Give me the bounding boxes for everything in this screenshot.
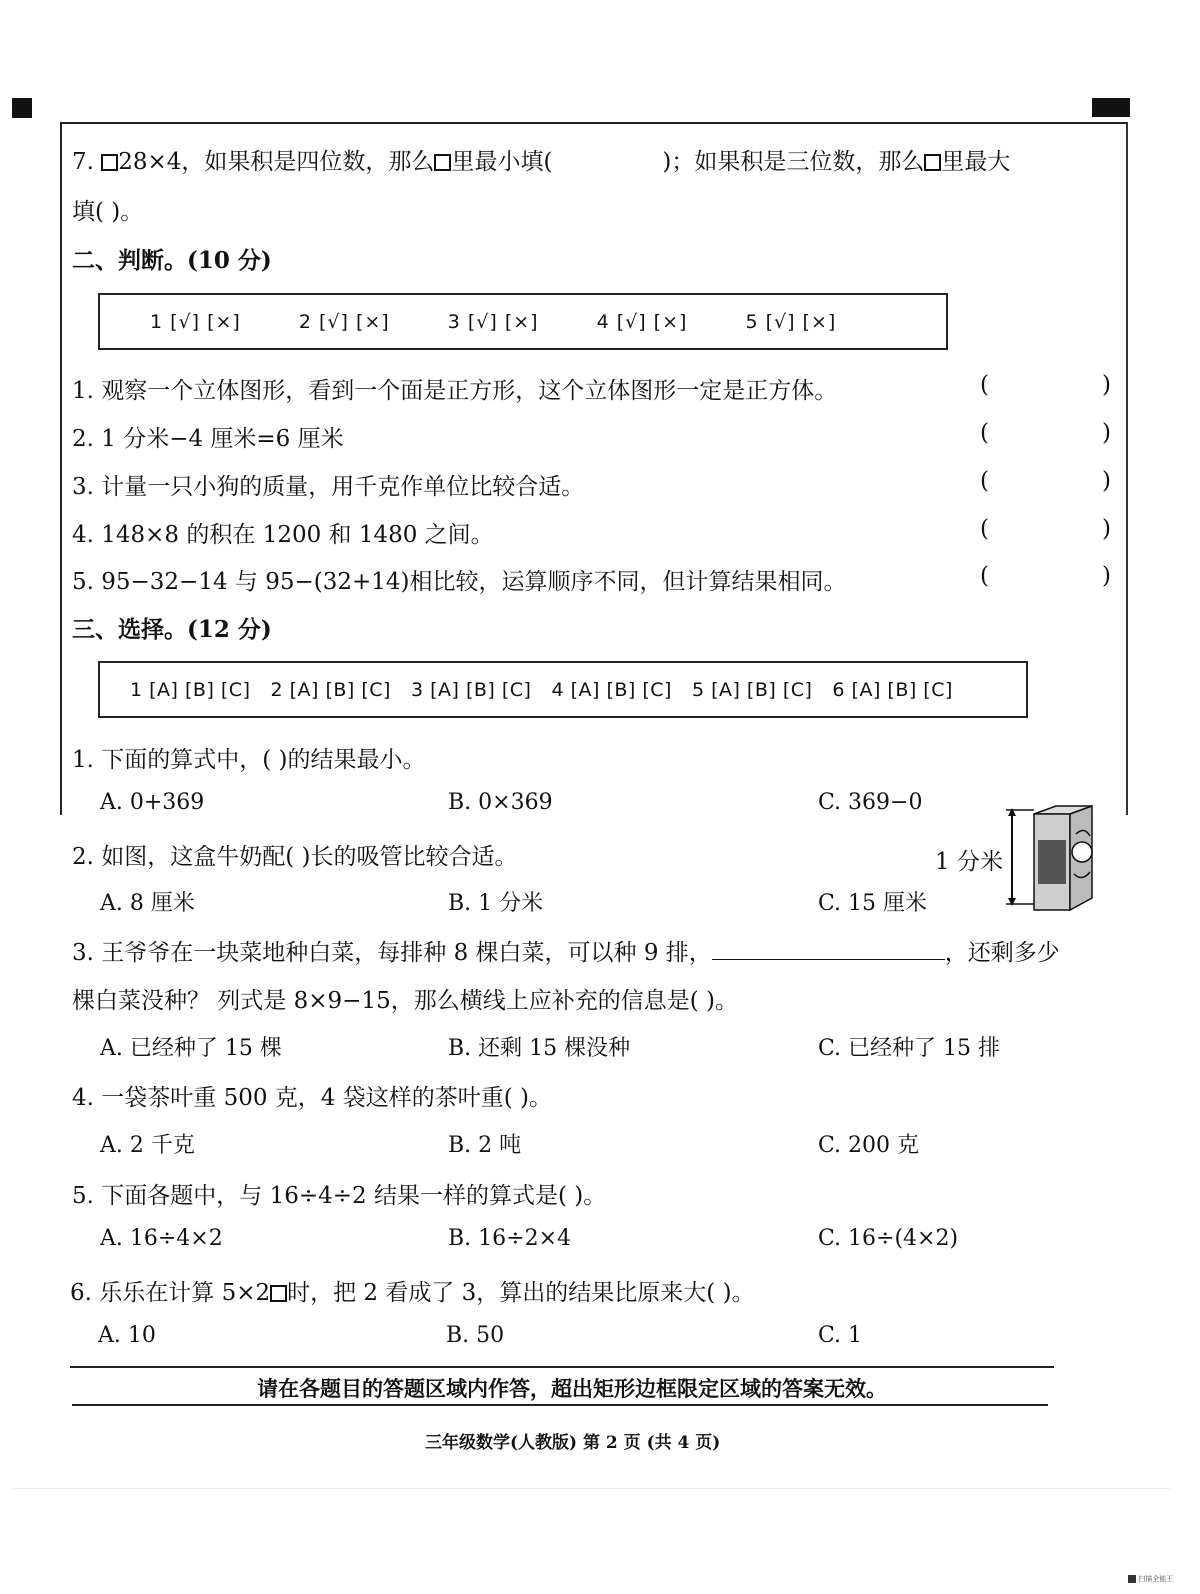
scanner-watermark: 扫描全能王 <box>1128 1574 1173 1584</box>
judge-paren-open-5: ( <box>980 563 989 589</box>
arrow-up-icon <box>1008 808 1016 816</box>
choice-q2-option-c: C. 15 厘米 <box>818 891 928 916</box>
section3-title: 三、选择。(12 分) <box>72 616 272 643</box>
footer-rule-top <box>70 1366 1054 1368</box>
judge-question-1: 1. 观察一个立体图形，看到一个面是正方形，这个立体图形一定是正方体。 <box>72 378 838 404</box>
registration-marker-right <box>1092 98 1130 117</box>
choice-q5-option-a: A. 16÷4×2 <box>100 1226 223 1251</box>
judge-answer-bubbles <box>98 293 948 350</box>
judge-paren-open-2: ( <box>980 420 989 446</box>
q7-line2: 填( )。 <box>72 199 144 225</box>
judge-question-2: 2. 1 分米−4 厘米=6 厘米 <box>72 426 344 452</box>
choice-q4-option-b: B. 2 吨 <box>448 1133 522 1158</box>
choice-q6-option-a: A. 10 <box>98 1323 156 1348</box>
choice-q4-option-c: C. 200 克 <box>818 1133 920 1158</box>
choice-q3-option-a: A. 已经种了 15 棵 <box>100 1036 282 1061</box>
judge-paren-open-4: ( <box>980 516 989 542</box>
choice-bubble-1[interactable]: 1 [A] [B] [C] <box>130 678 251 701</box>
blank-square-icon <box>924 154 941 171</box>
choice-q1-option-b: B. 0×369 <box>448 790 553 815</box>
judge-bubble-1[interactable]: 1 [√] [×] <box>150 310 241 333</box>
choice-q3-option-b: B. 还剩 15 棵没种 <box>448 1036 631 1061</box>
choice-q6-stem: 6. 乐乐在计算 5×2 时，把 2 看成了 3，算出的结果比原来大( )。 <box>70 1280 755 1306</box>
choice-q2-stem: 2. 如图，这盒牛奶配( )长的吸管比较合适。 <box>72 844 518 870</box>
choice-q1-option-a: A. 0+369 <box>100 790 205 815</box>
choice-bubble-4[interactable]: 4 [A] [B] [C] <box>551 678 672 701</box>
footer-rule-bottom <box>72 1404 1048 1406</box>
choice-bubble-3[interactable]: 3 [A] [B] [C] <box>410 678 532 701</box>
choice-q3-option-c: C. 已经种了 15 排 <box>818 1036 1001 1061</box>
fill-in-line[interactable] <box>712 958 945 960</box>
choice-q6-option-b: B. 50 <box>446 1323 505 1348</box>
blank-square-icon <box>270 1285 287 1302</box>
choice-q6-option-c: C. 1 <box>818 1323 863 1348</box>
judge-paren-close-3: ) <box>1102 468 1111 494</box>
blank-square-icon <box>101 154 118 171</box>
choice-q4-option-a: A. 2 千克 <box>100 1133 195 1158</box>
choice-bubble-6[interactable]: 6 [A] [B] [C] <box>832 678 953 701</box>
choice-q1-option-c: C. 369−0 <box>818 790 923 815</box>
judge-bubble-2[interactable]: 2 [√] [×] <box>298 310 390 333</box>
judge-question-4: 4. 148×8 的积在 1200 和 1480 之间。 <box>72 522 494 548</box>
choice-q1-stem: 1. 下面的算式中，( )的结果最小。 <box>72 747 426 773</box>
judge-bubble-5[interactable]: 5 [√] [×] <box>745 310 837 333</box>
milk-carton-figure <box>996 804 1100 914</box>
choice-q5-stem: 5. 下面各题中，与 16÷4÷2 结果一样的算式是( )。 <box>72 1183 607 1209</box>
judge-paren-open-3: ( <box>980 468 989 494</box>
section2-title: 二、判断。(10 分) <box>72 247 272 274</box>
choice-q2-option-a: A. 8 厘米 <box>100 891 195 916</box>
milk-box-height-label: 1 分米 <box>935 849 1003 875</box>
arrow-down-icon <box>1008 898 1016 906</box>
blank-square-icon <box>434 154 451 171</box>
judge-paren-close-5: ) <box>1102 563 1111 589</box>
scan-edge-line <box>10 1488 1170 1489</box>
judge-question-5: 5. 95−32−14 与 95−(32+14)相比较，运算顺序不同，但计算结果相同。 <box>72 569 847 595</box>
judge-paren-open-1: ( <box>980 372 989 398</box>
judge-question-3: 3. 计量一只小狗的质量，用千克作单位比较合适。 <box>72 474 585 500</box>
judge-paren-close-4: ) <box>1102 516 1111 542</box>
judge-paren-close-1: ) <box>1102 372 1111 398</box>
scanner-logo-icon <box>1128 1575 1136 1583</box>
carton-emblem <box>1072 842 1092 862</box>
carton-label <box>1038 840 1066 884</box>
choice-q2-option-b: B. 1 分米 <box>448 891 544 916</box>
choice-q5-option-c: C. 16÷(4×2) <box>818 1226 959 1251</box>
choice-answer-bubbles <box>98 661 1028 718</box>
judge-bubble-3[interactable]: 3 [√] [×] <box>447 310 539 333</box>
page-number: 三年级数学(人教版) 第 2 页 (共 4 页) <box>425 1433 721 1453</box>
choice-q4-stem: 4. 一袋茶叶重 500 克，4 袋这样的茶叶重( )。 <box>72 1085 552 1111</box>
judge-bubble-4[interactable]: 4 [√] [×] <box>596 310 688 333</box>
choice-q3-stem-line1: 3. 王爷爷在一块菜地种白菜，每排种 8 棵白菜，可以种 9 排， ，还剩多少 <box>72 940 1060 966</box>
judge-paren-close-2: ) <box>1102 420 1111 446</box>
q7-line1: 7. 28×4，如果积是四位数，那么 里最小填( )；如果积是三位数，那么 里最大 <box>72 149 1011 175</box>
choice-q3-stem-line2: 棵白菜没种？ 列式是 8×9−15，那么横线上应补充的信息是( )。 <box>72 988 738 1014</box>
footer-instruction: 请在各题目的答题区域内作答，超出矩形边框限定区域的答案无效。 <box>257 1376 887 1401</box>
choice-q5-option-b: B. 16÷2×4 <box>448 1226 572 1251</box>
choice-bubble-5[interactable]: 5 [A] [B] [C] <box>691 678 813 701</box>
registration-marker-left <box>12 98 32 118</box>
choice-bubble-2[interactable]: 2 [A] [B] [C] <box>270 678 391 701</box>
